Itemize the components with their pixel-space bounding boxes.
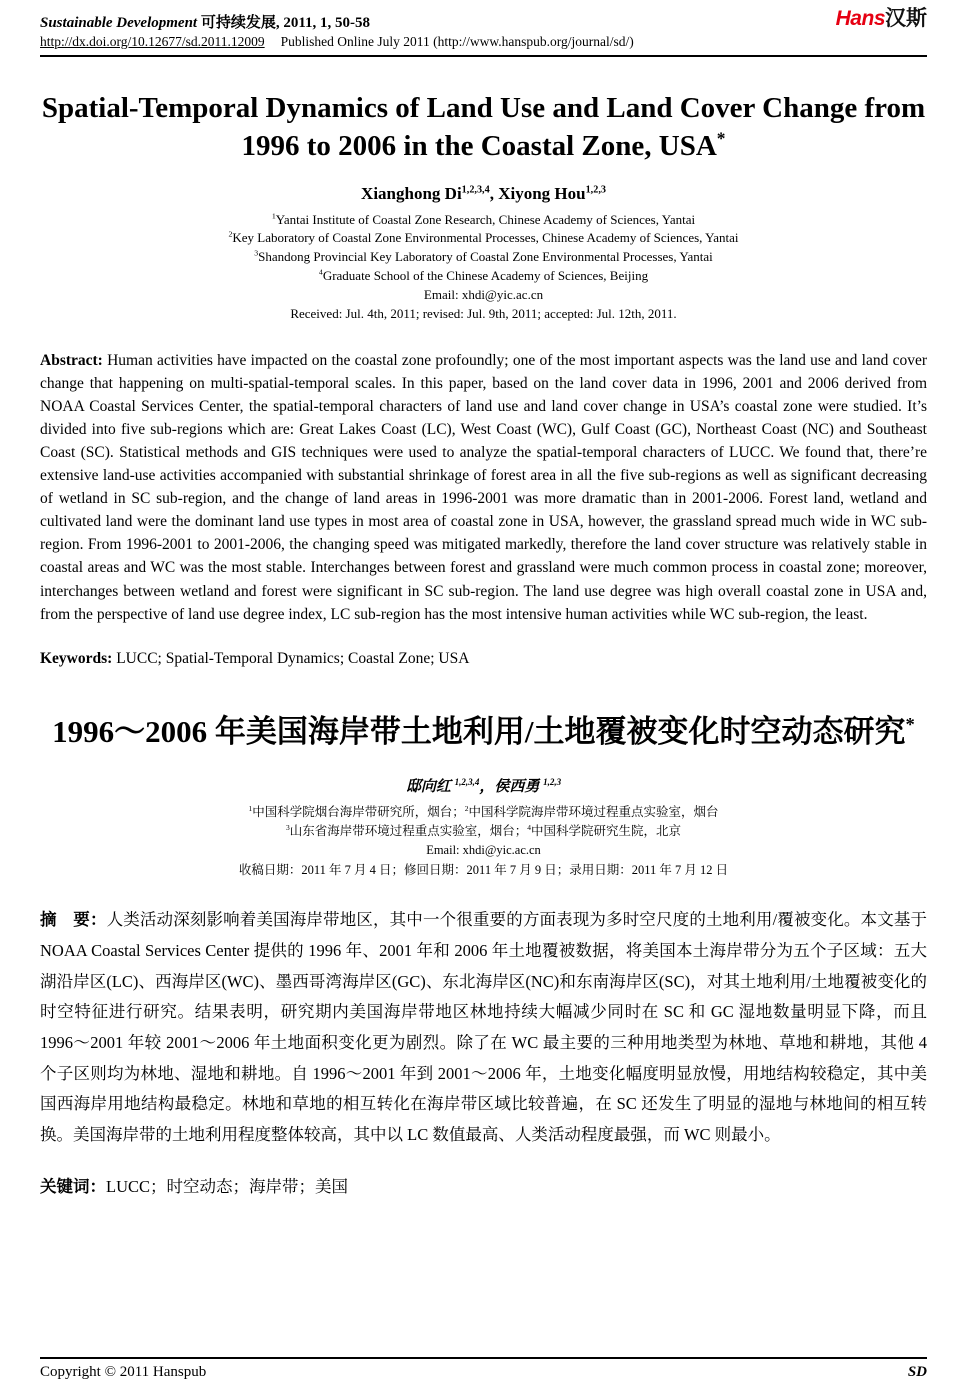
- journal-code: SD: [907, 1364, 927, 1380]
- page-header: [40, 8, 927, 32]
- article-title-cn: 1996～2006 年美国海岸带土地利用/土地覆被变化时空动态研究*: [52, 713, 915, 749]
- affiliations-en: [40, 211, 927, 324]
- published-text: Published Online July 2011 (http://www.hanspub.org/journal/sd/): [280, 34, 634, 49]
- keywords-en: [40, 650, 927, 668]
- affiliation-cn-line: $^3$山东省海岸带环境过程重点实验室，烟台；$^4$中国科学院研究生院，北京: [285, 822, 682, 839]
- abstract-cn: [40, 905, 927, 1151]
- copyright-text: Copyright © 2011 Hanspub: [40, 1364, 207, 1380]
- doi-line: [40, 34, 927, 50]
- abstract-label-en: Abstract:: [40, 351, 103, 369]
- keywords-label-en: Keywords:: [40, 649, 113, 667]
- affiliation-cn-line: $^1$中国科学院烟台海岸带研究所，烟台；$^2$中国科学院海岸带环境过程重点实验室，烟台: [248, 803, 719, 819]
- keywords-cn: [40, 1173, 927, 1197]
- keywords-text-en: LUCC; Spatial-Temporal Dynamics; Coastal Zone; USA: [112, 649, 470, 667]
- hans-logo: [836, 8, 927, 29]
- hans-logo-text: Hans: [835, 7, 885, 30]
- journal-title-en: Sustainable Development: [40, 15, 198, 31]
- abstract-text-en: Human activities have impacted on the coastal zone profoundly; one of the most important aspects was the land use and land cover change that happening on multi-spatial-temporal scales. In this paper, based on the land cover data in 1996, 2001 and 2006 derived from NOAA Coastal Services Center, the spatial-temporal characters of land use and land cover change in USA’s coastal zone were studied. It’s divided into five sub-regions which are: Great Lakes Coast (LC), West Coast (WC), Gulf Coast (GC), Northeast Coast (NC) and Southeast Coast (SC). Statistical methods and GIS techniques were used to analyze the spatial-temporal characters of LUCC. We found that, there’re extensive land-use activities accompanied with substantial shrinkage of forest area in all the five sub-regions as well as significant decreasing of wetland in SC sub-region, and the change of land areas in 1996-2001 was more dramatic than in 2001-2006. Forest land, wetland and cultivated land were the dominant land use types in most area of coastal zone in USA, however, the grassland spread much wide in WC sub-region. From 1996-2001 to 2001-2006, the changing speed was mitigated markedly, therefore the land cover structure was relatively stable in coastal areas and WC was the most stable. Interchanges between forest and grassland were much common process in coastal zone; moreover, interchanges between wetland and forest were significant in SC sub-region. The land use degree was high overall coastal zone in USA and, from the perspective of land use degree index, LC sub-region has the most intensive human activities while WC sub-region, the least.: [40, 351, 927, 623]
- affiliation-line: $^2$Key Laboratory of Coastal Zone Environmental Processes, Chinese Academy of Sciences, Yantai: [228, 230, 739, 246]
- journal-title-info: 可持续发展, 2011, 1, 50-58: [197, 15, 371, 31]
- abstract-en: [40, 349, 927, 626]
- authors-cn: 邸向红 $^{1,2,3,4}$，侯西勇 $^{1,2,3}$: [405, 776, 562, 795]
- doi-link[interactable]: http://dx.doi.org/10.12677/sd.2011.12009: [40, 34, 265, 49]
- affiliation-line: $^1$Yantai Institute of Coastal Zone Research, Chinese Academy of Sciences, Yantai: [271, 211, 696, 227]
- header-divider: [40, 55, 927, 57]
- received-line: Received: Jul. 4th, 2011; revised: Jul. 9th, 2011; accepted: Jul. 12th, 2011.: [290, 305, 677, 321]
- keywords-text-cn: LUCC；时空动态；海岸带；美国: [106, 1176, 349, 1196]
- affiliation-line: $^4$Graduate School of the Chinese Academy of Sciences, Beijing: [318, 267, 649, 284]
- affiliation-line: $^3$Shandong Provincial Key Laboratory of Coastal Zone Environmental Processes, Yantai: [254, 248, 713, 265]
- abstract-text-cn: 人类活动深刻影响着美国海岸带地区，其中一个很重要的方面表现为多时空尺度的土地利用/覆被变化。本文基于 NOAA Coastal Services Center 提供的 1996 年、2001 年和 2006 年土地覆被数据，将美国本土海岸带分为五个子区域：五大湖沿岸区(LC)、西海岸区(WC)、墨西哥湾海岸区(GC)、东北海岸区(NC)和东南海岸区(SC)，对其土地利用/土地覆被变化的时空特征进行研究。结果表明，研究期内美国海岸带地区林地持续大幅减少同时在 SC 和 GC 湿地数量明显下降，而且 1996～2001 年较 2001～2006 年土地面积变化更为剧烈。除了在 WC 最主要的三种用地类型为林地、草地和耕地，其他 4 个子区则均为林地、湿地和耕地。自 1996～2001 年到 2001～2006 年，土地变化幅度明显放慢，用地结构较稳定，其中美国西海岸用地结构最稳定。林地和草地的相互转化在海岸带区域比较普遍，在 SC 还发生了明显的湿地与林地间的相互转换。美国海岸带的土地利用程度整体较高，其中以 LC 数值最高、人类活动程度最强，而 WC 则最小。: [40, 910, 928, 1144]
- email-line-en: Email: xhdi@yic.ac.cn: [423, 286, 544, 302]
- authors-en: Xianghong Di$^{1,2,3,4}$, Xiyong Hou$^{1,2,3}$: [361, 183, 606, 203]
- journal-title: [40, 8, 370, 32]
- hans-logo-cn-text: 汉斯: [885, 7, 927, 30]
- dates-line-cn: 收稿日期：2011 年 7 月 4 日；修回日期：2011 年 7 月 9 日；录用日期：2011 年 7 月 12 日: [238, 862, 729, 877]
- page-footer: [40, 1357, 927, 1381]
- keywords-label-cn: 关键词：: [40, 1176, 106, 1196]
- affiliations-cn: [40, 803, 927, 881]
- abstract-label-cn: 摘 要：: [40, 910, 107, 930]
- email-line-cn: Email: xhdi@yic.ac.cn: [426, 843, 541, 858]
- article-title-en: Spatial-Temporal Dynamics of Land Use and Land Cover Change from 1996 to 2006 in the Coastal Zone, USA*: [41, 92, 926, 163]
